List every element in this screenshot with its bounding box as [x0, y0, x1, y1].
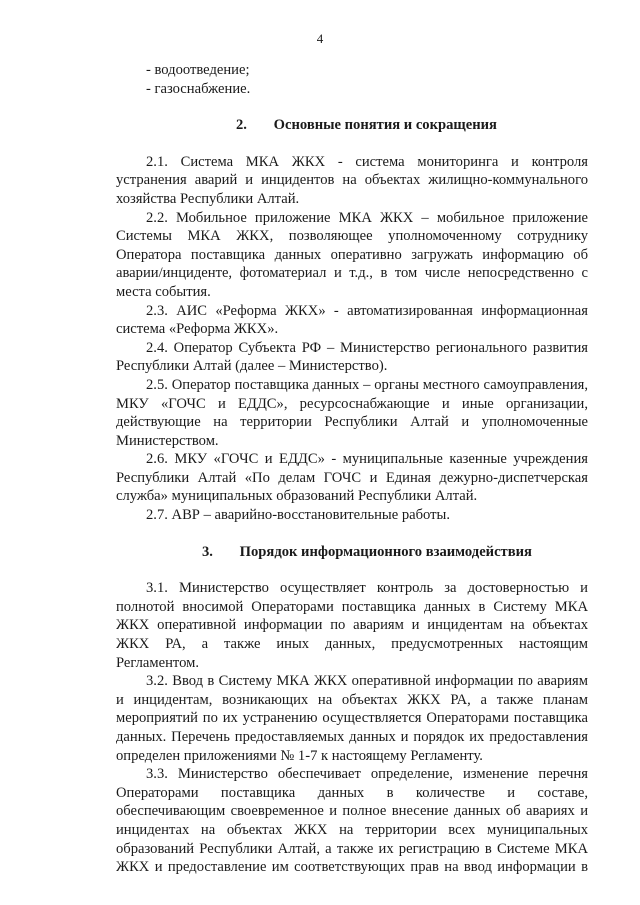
section-number: 2. — [236, 117, 247, 134]
section-title: Порядок информационного взаимодействия — [239, 543, 532, 560]
paragraph: 2.4. Оператор Субъекта РФ – Министерство регионального развития Республики Алтай (далее – Министерство). — [116, 339, 588, 375]
page-number: 4 — [316, 31, 324, 46]
paragraph: 2.1. Система МКА ЖКХ - система мониторинга и контроля устранения аварий и инцидентов на объектах жилищно-коммунального хозяйства Республики Алтай. — [116, 153, 588, 207]
paragraph: 2.6. МКУ «ГОЧС и ЕДДС» - муниципальные казенные учреждения Республики Алтай «По делам ГОЧС и Единая дежурно-диспетчерская служба» муниципальных образований Республики Алтай. — [116, 451, 588, 505]
document-body — [116, 61, 588, 877]
section-number: 3. — [202, 543, 213, 560]
list-item: - газоснабжение. — [146, 80, 251, 97]
paragraph: 3.3. Министерство обеспечивает определение, изменение перечня Операторами поставщика данных в количестве и составе, обеспечивающим своевременное и полное внесение данных об авариях и инцидентах на объектах ЖКХ на территории всех муниципальных образований Республики Алтай, а также их регистрацию в Системе МКА ЖКХ и предоставление им соответствующих прав на ввод информации в — [116, 766, 588, 876]
paragraph: 2.5. Оператор поставщика данных – органы местного самоуправления, МКУ «ГОЧС и ЕДДС», ресурсоснабжающие и иные организации, действующие на территории Республики Алтай и уполномоченные Министерством. — [116, 376, 588, 449]
paragraph: 2.7. АВР – аварийно-восстановительные работы. — [146, 507, 450, 524]
section-heading — [116, 543, 588, 562]
paragraph: 3.2. Ввод в Систему МКА ЖКХ оперативной информации по авариям и инцидентам, возникающих на объектах ЖКХ РА, а также планам мероприятий по их устранению осуществляется Операторами поставщика данных. Перечень предоставляемых данных и порядок их предоставления определен приложениями № 1-7 к настоящему Регламенту. — [116, 673, 588, 764]
paragraph: 2.2. Мобильное приложение МКА ЖКХ – мобильное приложение Системы МКА ЖКХ, позволяющее уполномоченному сотруднику Оператора поставщика данных оперативно загружать информацию об аварии/инциденте, фотоматериал и т.д., в том числе непосредственно с места события. — [116, 209, 588, 300]
list-item: - водоотведение; — [146, 62, 250, 78]
section-title: Основные понятия и сокращения — [273, 117, 497, 134]
paragraph: 2.3. АИС «Реформа ЖКХ» - автоматизированная информационная система «Реформа ЖКХ». — [116, 302, 588, 338]
paragraph: 3.1. Министерство осуществляет контроль за достоверностью и полнотой вносимой Операторами поставщика данных в Систему МКА ЖКХ оперативной информации по авариям и инцидентам на объектах ЖКХ РА, а также иных данных, предусмотренных настоящим Регламентом. — [116, 580, 588, 671]
section-heading — [116, 116, 588, 135]
